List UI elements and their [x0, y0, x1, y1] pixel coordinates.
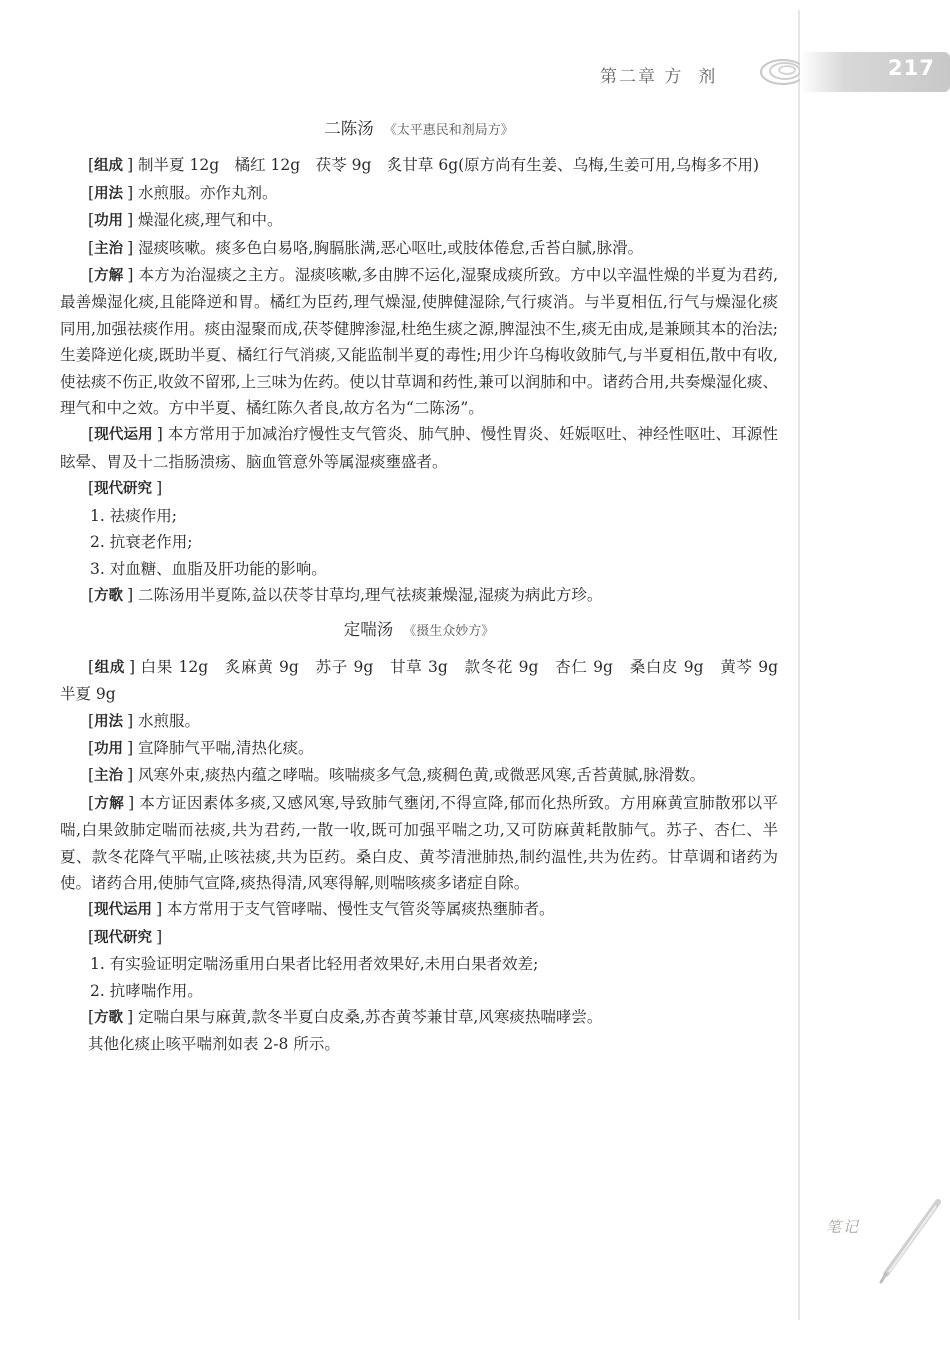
modern-research-heading: [现代研究 ] — [88, 479, 163, 498]
section-label: 方解 — [94, 268, 124, 285]
section-label: 现代运用 — [94, 427, 153, 444]
section-text: 本方常用于支气管哮喘、慢性支气管炎等属痰热壅肺者。 — [167, 900, 555, 919]
page-number: 217 — [888, 56, 935, 80]
section-text: 本方证因素体多痰,又感风寒,导致肺气壅闭,不得宣降,郁而化热所致。方用麻黄宣肺散邪以平喘,白果敛肺定喘而祛痰,共为君药,一散一收,既可加强平喘之功,又可防麻黄耗散肺气。苏子、杏仁、半夏、款冬花降气平喘,止咳祛痰,共为臣药。桑白皮、黄芩清泄肺热,制约温性,共为佐药。甘草调和诸药为使。诸药合用,使肺气宣降,痰热得清,风寒得解,则喘咳痰多诸症自除。 — [60, 793, 778, 892]
page-content — [60, 116, 794, 1058]
section-text: 水煎服。 — [138, 711, 201, 730]
research-item: 2. 抗衰老作用; — [90, 533, 193, 552]
section-text: 本方常用于加减治疗慢性支气管炎、肺气肿、慢性胃炎、妊娠呕吐、神经性呕吐、耳源性眩晕、胃及十二指肠溃疡、脑血管意外等属湿痰壅盛者。 — [60, 425, 778, 471]
function-paragraph: [功用 ] 燥湿化痰,理气和中。 — [88, 211, 283, 230]
research-item: 1. 祛痰作用; — [90, 506, 177, 525]
research-item: 2. 抗哮喘作用。 — [90, 981, 203, 1000]
section-text: 风寒外束,痰热内蕴之哮喘。咳喘痰多气急,痰稠色黄,或微恶风寒,舌苔黄腻,脉滑数。 — [138, 766, 706, 785]
section-label: 主治 — [94, 768, 124, 785]
explanation-paragraph: [方解 ] 本方证因素体多痰,又感风寒,导致肺气壅闭,不得宣降,郁而化热所致。方用麻黄宣肺散邪以平喘,白果敛肺定喘而祛痰,共为君药,一散一收,既可加强平喘之功,又可防麻黄耗散肺气。苏子、杏仁、半夏、款冬花降气平喘,止咳祛痰,共为臣药。桑白皮、黄芩清泄肺热,制约温性,共为佐药。甘草调和诸药为使。诸药合用,使肺气宣降,痰热得清,风寒得解,则喘咳痰多诸症自除。 — [60, 793, 778, 892]
section-label: 现代研究 — [94, 481, 153, 498]
formula-source: 《太平惠民和剂局方》 — [383, 123, 514, 138]
modern-use-paragraph: [现代运用 ] 本方常用于支气管哮喘、慢性支气管炎等属痰热壅肺者。 — [88, 900, 555, 919]
modern-use-paragraph: [现代运用 ] 本方常用于加减治疗慢性支气管炎、肺气肿、慢性胃炎、妊娠呕吐、神经性呕吐、耳源性眩晕、胃及十二指肠溃疡、脑血管意外等属湿痰壅盛者。 — [60, 425, 778, 471]
section-text: 白果 12g 炙麻黄 9g 苏子 9g 甘草 3g 款冬花 9g 杏仁 9g 桑白皮 9g 黄芩 9g 半夏 9g — [60, 657, 794, 704]
page-header — [570, 52, 950, 92]
section-text: 湿痰咳嗽。痰多色白易咯,胸膈胀满,恶心呕吐,或肢体倦怠,舌苔白腻,脉滑。 — [138, 238, 644, 257]
song-paragraph: [方歌 ] 二陈汤用半夏陈,益以茯苓甘草均,理气祛痰兼燥湿,湿痰为病此方珍。 — [88, 585, 603, 604]
section-text: 燥湿化痰,理气和中。 — [138, 211, 283, 230]
modern-research-heading: [现代研究 ] — [88, 927, 163, 946]
function-paragraph: [功用 ] 宣降肺气平喘,清热化痰。 — [88, 738, 314, 757]
section-label: 现代研究 — [94, 929, 153, 946]
notes-label: 笔记 — [826, 1218, 861, 1236]
composition-paragraph: [组成 ] 白果 12g 炙麻黄 9g 苏子 9g 甘草 3g 款冬花 9g 杏仁 9g 桑白皮 9g 黄芩 9g 半夏 9g — [60, 657, 794, 704]
closing-note: 其他化痰止咳平喘剂如表 2-8 所示。 — [88, 1035, 340, 1054]
formula-name: 定喘汤 — [343, 620, 394, 640]
chapter-title: 第二章 方 剂 — [600, 67, 718, 87]
pen-icon — [826, 1196, 941, 1286]
section-label: 功用 — [94, 213, 124, 230]
margin-divider — [798, 10, 800, 1320]
section-label: 组成 — [94, 659, 126, 676]
indication-paragraph: [主治 ] 风寒外束,痰热内蕴之哮喘。咳喘痰多气急,痰稠色黄,或微恶风寒,舌苔黄腻,脉滑数。 — [88, 766, 706, 785]
section-text: 本方为治湿痰之主方。湿痰咳嗽,多由脾不运化,湿聚成痰所致。方中以辛温性燥的半夏为君药,最善燥湿化痰,且能降逆和胃。橘红为臣药,理气燥湿,使脾健湿除,气行痰消。与半夏相伍,行气与燥湿化痰同用,加强祛痰作用。痰由湿聚而成,茯苓健脾渗湿,杜绝生痰之源,脾湿浊不生,痰无由成,是兼顾其本的治法;生姜降逆化痰,既助半夏、橘红行气消痰,又能监制半夏的毒性;用少许乌梅收敛肺气,与半夏相伍,散中有收,使祛痰不伤正,收敛不留邪,上三味为佐药。使以甘草调和药性,兼可以润肺和中。诸药合用,共奏燥湿化痰、理气和中之效。方中半夏、橘红陈久者良,故方名为“二陈汤”。 — [60, 266, 778, 418]
section-text: 宣降肺气平喘,清热化痰。 — [138, 738, 314, 757]
usage-paragraph: [用法 ] 水煎服。 — [88, 711, 201, 730]
section-text: 水煎服。亦作丸剂。 — [138, 183, 278, 202]
section-label: 用法 — [94, 713, 124, 730]
section-text: 定喘白果与麻黄,款冬半夏白皮桑,苏杏黄芩兼甘草,风寒痰热喘哮尝。 — [138, 1008, 603, 1026]
research-item: 3. 对血糖、血脂及肝功能的影响。 — [90, 559, 327, 578]
margin-notes — [826, 1196, 941, 1286]
indication-paragraph: [主治 ] 湿痰咳嗽。痰多色白易咯,胸膈胀满,恶心呕吐,或肢体倦怠,舌苔白腻,脉滑。 — [88, 238, 644, 257]
usage-paragraph: [用法 ] 水煎服。亦作丸剂。 — [88, 183, 278, 202]
section-label: 方解 — [94, 795, 125, 812]
section-text: 制半夏 12g 橘红 12g 茯苓 9g 炙甘草 6g(原方尚有生姜、乌梅,生姜可用,乌梅多不用) — [138, 156, 760, 175]
section-label: 功用 — [94, 740, 124, 757]
formula-source: 《摄生众妙方》 — [403, 624, 495, 640]
formula-title — [60, 617, 778, 645]
section-label: 主治 — [94, 240, 124, 257]
section-text: 二陈汤用半夏陈,益以茯苓甘草均,理气祛痰兼燥湿,湿痰为病此方珍。 — [138, 585, 603, 604]
formula-name: 二陈汤 — [324, 119, 374, 138]
song-paragraph: [方歌 ] 定喘白果与麻黄,款冬半夏白皮桑,苏杏黄芩兼甘草,风寒痰热喘哮尝。 — [88, 1008, 603, 1026]
formula-title — [60, 116, 778, 144]
section-label: 组成 — [94, 158, 124, 175]
research-item: 1. 有实验证明定喘汤重用白果者比轻用者效果好,未用白果者效差; — [90, 955, 539, 974]
composition-paragraph: [组成 ] 制半夏 12g 橘红 12g 茯苓 9g 炙甘草 6g(原方尚有生姜、乌梅,生姜可用,乌梅多不用) — [88, 156, 760, 175]
section-label: 现代运用 — [94, 902, 153, 919]
explanation-paragraph: [方解 ] 本方为治湿痰之主方。湿痰咳嗽,多由脾不运化,湿聚成痰所致。方中以辛温性燥的半夏为君药,最善燥湿化痰,且能降逆和胃。橘红为臣药,理气燥湿,使脾健湿除,气行痰消。与半夏相伍,行气与燥湿化痰同用,加强祛痰作用。痰由湿聚而成,茯苓健脾渗湿,杜绝生痰之源,脾湿浊不生,痰无由成,是兼顾其本的治法;生姜降逆化痰,既助半夏、橘红行气消痰,又能监制半夏的毒性;用少许乌梅收敛肺气,与半夏相伍,散中有收,使祛痰不伤正,收敛不留邪,上三味为佐药。使以甘草调和药性,兼可以润肺和中。诸药合用,共奏燥湿化痰、理气和中之效。方中半夏、橘红陈久者良,故方名为“二陈汤”。 — [60, 266, 778, 418]
section-label: 方歌 — [94, 1010, 124, 1026]
section-label: 方歌 — [94, 587, 124, 604]
section-label: 用法 — [94, 185, 124, 202]
